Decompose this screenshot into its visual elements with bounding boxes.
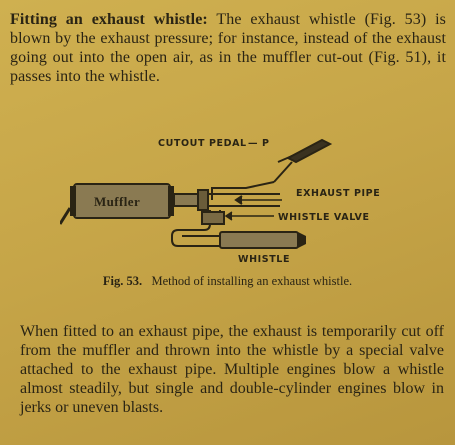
paragraph-body: When fitted to an exhaust pipe, the exhaust is temporarily cut off from the muffler and thrown into the whistle by a special valve attached to the exhaust pipe. Multiple engines blow a whistle almost steadily, but single and double-cylinder engines blow in jerks or uneven blasts.: [20, 323, 444, 416]
paragraph-lead: Fitting an exhaust whistle:: [10, 11, 208, 28]
label-whistle-valve: WHISTLE VALVE: [278, 212, 370, 223]
whistle-icon: [220, 232, 306, 248]
paragraph-intro: [10, 10, 446, 86]
label-whistle: WHISTLE: [238, 254, 291, 265]
whistle-valve-pointer: [226, 212, 274, 220]
figure-caption-text: Method of installing an exhaust whistle.: [151, 274, 353, 288]
label-exhaust-pipe: EXHAUST PIPE: [296, 188, 381, 199]
cutout-pedal-icon: [274, 140, 330, 182]
whistle-pipe: [172, 210, 224, 246]
pedal-rod: [212, 182, 274, 200]
exhaust-whistle-diagram: [60, 128, 400, 268]
exhaust-pipe: [198, 190, 282, 210]
paragraph-intro-text: The exhaust whistle (Fig. 53) is blown by the exhaust pressure; for instance, instead of the exhaust going out into the open air, as in the muffler cut-out (Fig. 51), it passes into the whistle.: [10, 11, 446, 85]
label-muffler: Muffler: [94, 194, 141, 209]
label-dash-p: — P: [248, 138, 270, 149]
label-cutout-pedal: CUTOUT PEDAL: [158, 138, 247, 149]
figure-caption: [0, 274, 455, 289]
figure-number: Fig. 53.: [102, 274, 143, 288]
